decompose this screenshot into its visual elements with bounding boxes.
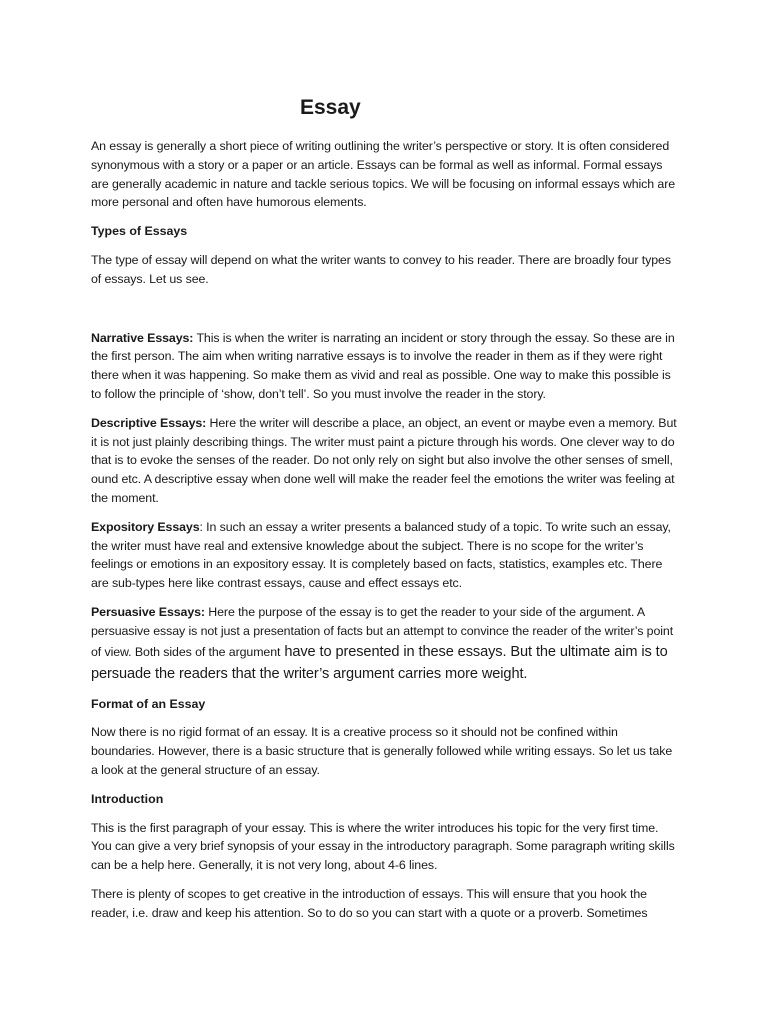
descriptive-lead: Descriptive Essays:	[91, 415, 207, 430]
introduction-heading: Introduction	[91, 791, 164, 806]
narrative-paragraph	[91, 329, 681, 404]
introduction-paragraph-1: This is the first paragraph of your essay. This is where the writer introduces his topic for the very first time. You can give a very brief synopsis of your essay in the introductory paragraph. Some paragraph writing skills can be a help here. Generally, it is not very long, about 4-6 lines.	[91, 820, 675, 873]
document-page	[91, 94, 681, 933]
types-heading: Types of Essays	[91, 224, 188, 239]
intro-paragraph: An essay is generally a short piece of writing outlining the writer’s perspective or story. It is often considered synonymous with a story or a paper or an article. Essays can be formal as well as informal. Formal essays are generally academic in nature and tackle serious topics. We will be focusing on informal essays which are more personal and often have humorous elements.	[91, 139, 676, 210]
descriptive-paragraph	[91, 414, 681, 508]
descriptive-text: Here the writer will describe a place, an object, an event or maybe even a memory. But it is not just plainly describing things. The writer must paint a picture through his words. One clever way to do that is to evoke the senses of the reader. Do not only rely on sight but also involve the other senses of smell, ound etc. A descriptive essay when done well will make the reader feel the emotions the writer was feeling at the moment.	[91, 415, 677, 505]
narrative-lead: Narrative Essays:	[91, 330, 194, 345]
expository-lead: Expository Essays	[91, 519, 200, 534]
document-title: Essay	[300, 96, 361, 119]
spacer	[91, 299, 681, 329]
persuasive-text: Here the purpose of the essay is to get the reader to your side of the argument. A persuasive essay is not just a presentation of facts but an attempt to convince the reader of the writer’s point of view. Both sides of the argument	[91, 604, 674, 659]
introduction-paragraph-2: There is plenty of scopes to get creative in the introduction of essays. This will ensure that you hook the reader, i.e. draw and keep his attention. So to do so you can start with a quote or a proverb. Sometimes	[91, 886, 648, 920]
persuasive-paragraph	[91, 603, 681, 685]
persuasive-large-text: have to presented in these essays. But the ultimate aim is to persuade the readers that the writer’s argument carries more weight.	[91, 643, 668, 682]
persuasive-lead: Persuasive Essays:	[91, 604, 205, 619]
types-intro-paragraph: The type of essay will depend on what the writer wants to convey to his reader. There are broadly four types of essays. Let us see.	[91, 252, 671, 286]
format-intro-paragraph: Now there is no rigid format of an essay. It is a creative process so it should not be confined within boundaries. However, there is a basic structure that is generally followed while writing essays. So let us take a look at the general structure of an essay.	[91, 725, 673, 777]
expository-text: : In such an essay a writer presents a balanced study of a topic. To write such an essay, the writer must have real and extensive knowledge about the subject. There is no scope for the writer’s feelings or emotions in an expository essay. It is completely based on facts, statistics, examples etc. There are sub-types here like contrast essays, cause and effect essays etc.	[91, 519, 671, 591]
format-heading: Format of an Essay	[91, 696, 206, 711]
expository-paragraph	[91, 518, 681, 593]
narrative-text: This is when the writer is narrating an incident or story through the essay. So these are in the first person. The aim when writing narrative essays is to involve the reader in them as if they were right there when it was happening. So make them as vivid and real as possible. One way to make this possible is to follow the principle of ‘show, don’t tell’. So you must involve the reader in the story.	[91, 330, 675, 401]
